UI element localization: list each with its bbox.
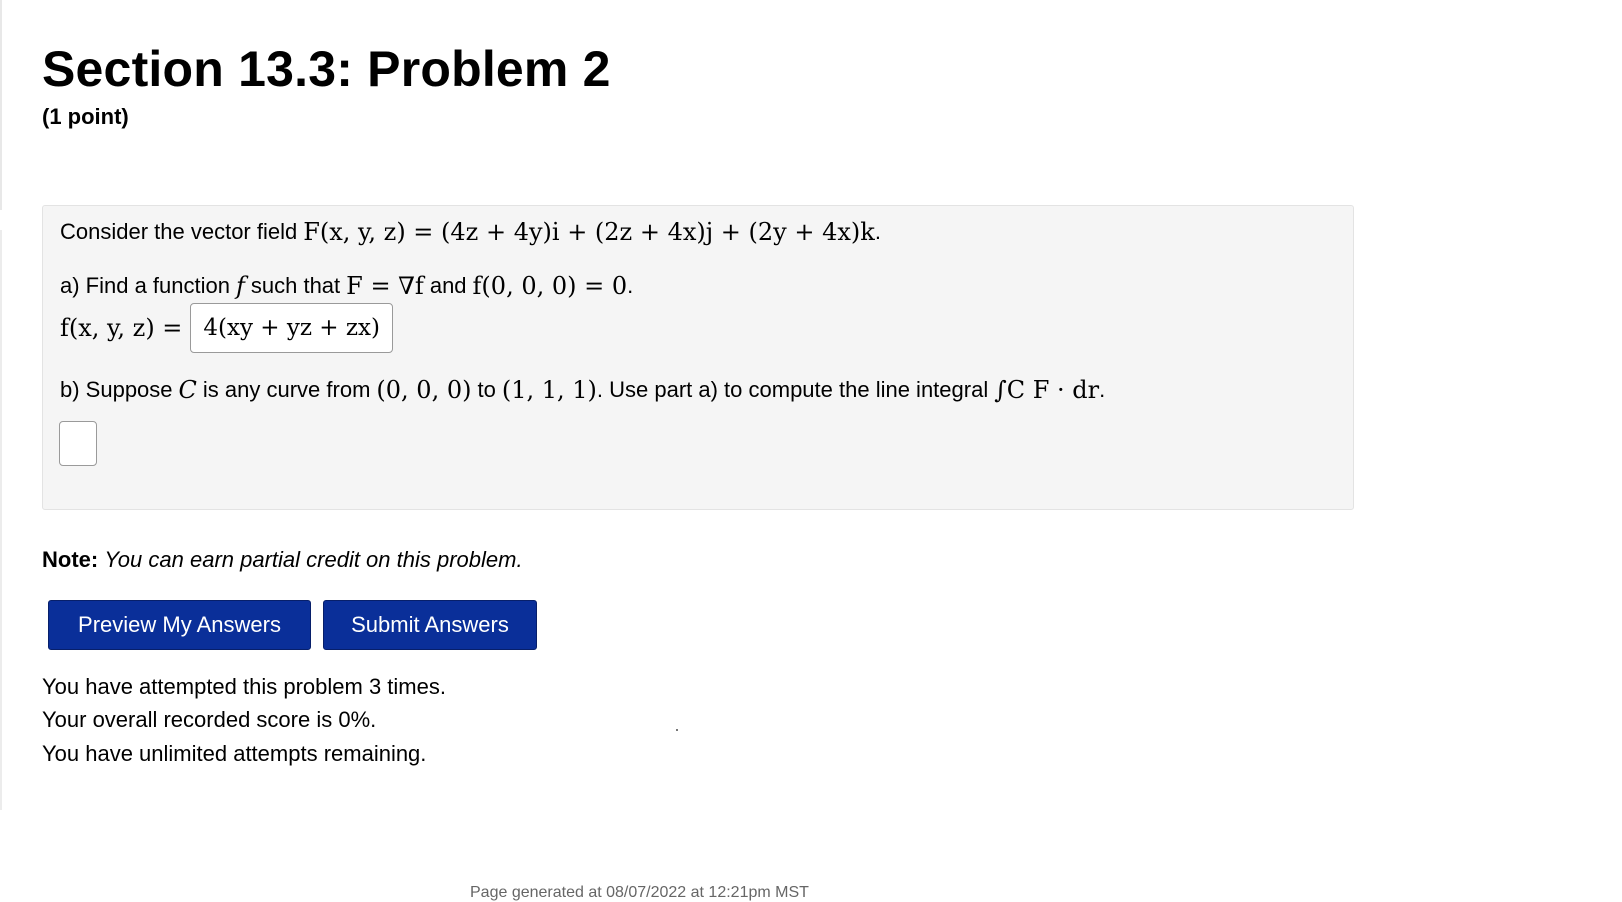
- problem-intro: Consider the vector field F(x, y, z) = (4z + 4y)i + (2z + 4x)j + (2y + 4x)k .: [60, 218, 881, 246]
- part-a-answer-row: [60, 303, 393, 353]
- part-b-text-mid1: is any curve from: [202, 377, 371, 402]
- left-border: [0, 0, 2, 210]
- part-b-to: to: [477, 377, 496, 402]
- preview-answers-button[interactable]: Preview My Answers: [48, 600, 311, 650]
- points-label: (1 point): [42, 104, 129, 129]
- part-a-and: and: [429, 273, 467, 298]
- attempts-text: You have attempted this problem 3 times.: [42, 674, 446, 699]
- answer-input-b[interactable]: [59, 421, 97, 466]
- part-b-prompt: b) Suppose C is any curve from (0, 0, 0) to (1, 1, 1) . Use part a) to compute the line integral ∫C F · dr .: [60, 376, 1106, 404]
- vector-field-equation: F(x, y, z) = (4z + 4y)i + (2z + 4x)j + (2y + 4x)k: [303, 218, 875, 246]
- partial-credit-note: [42, 547, 523, 573]
- intro-text: Consider the vector field: [60, 219, 298, 244]
- page-title: Section 13.3: Problem 2: [42, 41, 611, 97]
- line-integral: ∫C F · dr: [994, 376, 1100, 404]
- from-point: (0, 0, 0): [376, 376, 472, 404]
- score-text: Your overall recorded score is 0%.: [42, 707, 377, 732]
- submit-answers-button[interactable]: Submit Answers: [323, 600, 537, 650]
- answer-label: f(x, y, z) =: [60, 314, 183, 342]
- gradient-condition: F = ∇f: [346, 272, 424, 300]
- initial-condition: f(0, 0, 0) = 0: [472, 272, 628, 300]
- part-a-prompt: a) Find a function f such that F = ∇f and f(0, 0, 0) = 0 .: [60, 272, 634, 300]
- part-a-text-mid: such that: [250, 273, 341, 298]
- stray-dot: [676, 729, 678, 731]
- f-symbol: f: [235, 272, 245, 300]
- note-text: You can earn partial credit on this problem.: [104, 547, 523, 572]
- remaining-text: You have unlimited attempts remaining.: [42, 741, 427, 766]
- curve-symbol: C: [178, 376, 197, 404]
- answer-input-a[interactable]: 4(xy + yz + zx): [190, 303, 393, 353]
- part-b-text-start: b) Suppose: [60, 377, 173, 402]
- part-a-text-start: a) Find a function: [60, 273, 230, 298]
- left-border: [0, 230, 2, 810]
- page-generated-footer: Page generated at 08/07/2022 at 12:21pm MST: [470, 884, 809, 901]
- to-point: (1, 1, 1): [501, 376, 597, 404]
- part-b-text-mid2: . Use part a) to compute the line integral: [596, 377, 989, 402]
- note-label: Note:: [42, 547, 99, 572]
- problem-body: [42, 205, 1354, 510]
